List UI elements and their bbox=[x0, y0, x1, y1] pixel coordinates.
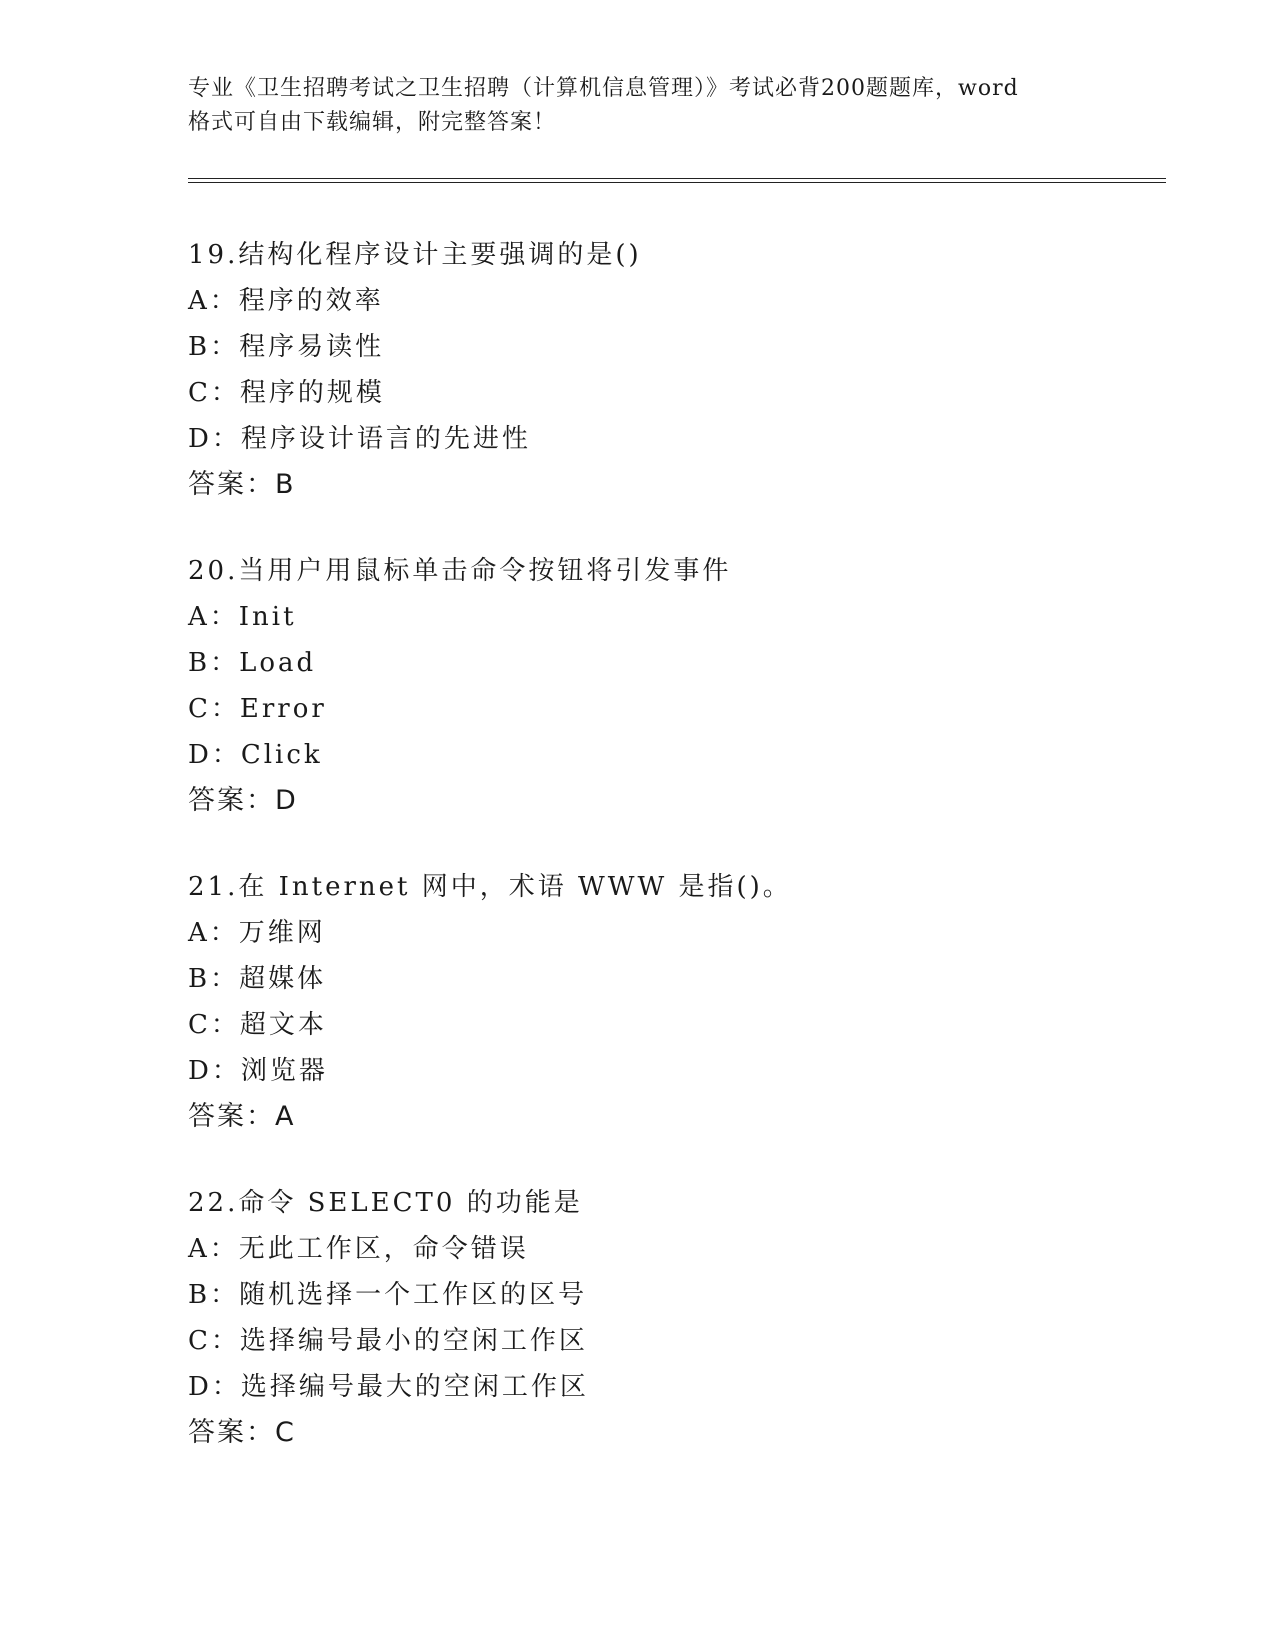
question-19 bbox=[188, 232, 1168, 508]
header-line-2: 格式可自由下载编辑，附完整答案！ bbox=[188, 110, 557, 135]
answer: 答案：A bbox=[188, 1101, 296, 1132]
option-a: A：无此工作区，命令错误 bbox=[188, 1234, 529, 1264]
answer: 答案：B bbox=[188, 469, 296, 500]
question-20 bbox=[188, 548, 1168, 824]
document-header bbox=[188, 72, 1088, 140]
answer: 答案：D bbox=[188, 785, 298, 816]
option-c: C：选择编号最小的空闲工作区 bbox=[188, 1326, 588, 1356]
option-d: D：Click bbox=[188, 740, 323, 770]
question-22 bbox=[188, 1180, 1168, 1456]
option-c: C：Error bbox=[188, 694, 327, 724]
option-d: D：程序设计语言的先进性 bbox=[188, 424, 531, 454]
answer: 答案：C bbox=[188, 1417, 296, 1448]
option-c: C：超文本 bbox=[188, 1010, 327, 1040]
option-a: A：Init bbox=[188, 602, 297, 632]
question-21 bbox=[188, 864, 1168, 1140]
question-stem: 21.在 Internet 网中，术语 WWW 是指()。 bbox=[188, 872, 792, 902]
option-b: B：随机选择一个工作区的区号 bbox=[188, 1280, 588, 1310]
option-b: B：超媒体 bbox=[188, 964, 327, 994]
question-stem: 22.命令 SELECT0 的功能是 bbox=[188, 1188, 583, 1218]
question-stem: 20.当用户用鼠标单击命令按钮将引发事件 bbox=[188, 556, 732, 586]
option-b: B：Load bbox=[188, 648, 317, 678]
question-list bbox=[188, 232, 1168, 1496]
option-a: A：程序的效率 bbox=[188, 286, 384, 316]
header-line-1: 专业《卫生招聘考试之卫生招聘（计算机信息管理）》考试必背200题题库，word bbox=[188, 76, 1019, 101]
option-c: C：程序的规模 bbox=[188, 378, 385, 408]
option-a: A：万维网 bbox=[188, 918, 326, 948]
option-d: D：选择编号最大的空闲工作区 bbox=[188, 1372, 589, 1402]
question-stem: 19.结构化程序设计主要强调的是() bbox=[188, 240, 642, 270]
header-divider bbox=[188, 178, 1166, 183]
option-b: B：程序易读性 bbox=[188, 332, 385, 362]
option-d: D：浏览器 bbox=[188, 1056, 328, 1086]
